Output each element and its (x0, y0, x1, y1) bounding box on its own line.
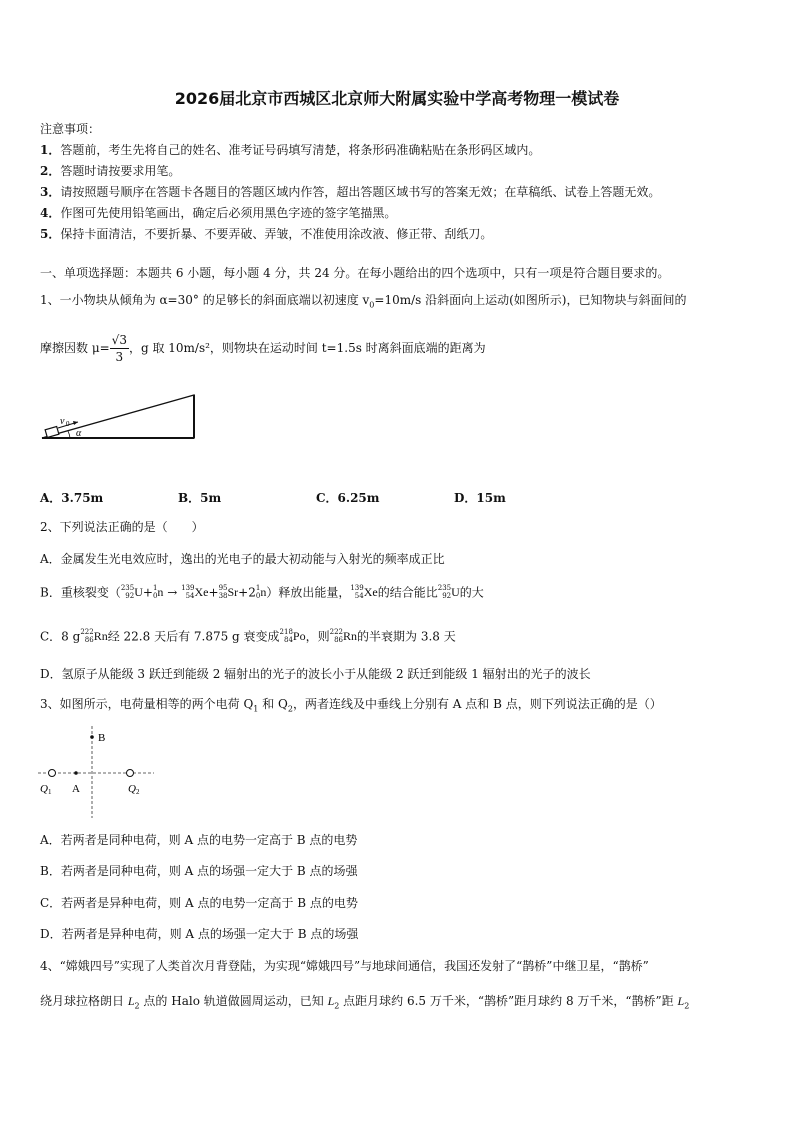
q2-stem: 2、下列说法正确的是（ ） (40, 520, 204, 534)
v0-label: v (60, 416, 65, 427)
notice-heading: 注意事项： (40, 122, 101, 136)
point-b-label: B (98, 732, 106, 744)
point-a-label: A (72, 783, 80, 795)
q3-option-a: A．若两者是同种电荷，则 A 点的电势一定高于 B 点的电势 (40, 833, 358, 847)
q1-option-d: D．15m (454, 491, 506, 505)
v0-sub-label: 0 (66, 420, 70, 428)
q1-option-b: B．5m (178, 491, 222, 505)
q1-option-a: A．3.75m (40, 491, 104, 505)
notice-item-2: 2．答题时请按要求用笔。 (40, 164, 181, 178)
q1-label: Q (40, 783, 48, 795)
q4-line1: 4、“嫦娥四号”实现了人类首次月背登陆，为实现“嫦娥四号”与地球间通信，我国还发射了“鹊桥”中继卫星，“鹊桥” (40, 959, 649, 973)
nuclide-n1: 1 0 n (152, 584, 164, 600)
notice-item-4: 4．作图可先使用铅笔画出，确定后必须用黑色字迹的签字笔描黑。 (40, 206, 397, 220)
nuclide-u235-b: 235 92 U (437, 584, 460, 600)
q2-sub-label: 2 (136, 788, 140, 796)
q1-sub-label: 1 (48, 788, 52, 796)
nuclide-xe139-b: 139 54 Xe (350, 584, 378, 600)
charges-figure (36, 722, 166, 822)
mu-fraction: $\frac{√3}{3}$ (111, 333, 127, 364)
notice-item-5: 5．保持卡面清洁，不要折暴、不要弄破、弄皱，不准使用涂改液、修正带、刮纸刀。 (40, 227, 493, 241)
nuclide-rn222-b: 222 86 Rn (329, 628, 358, 644)
q3-option-d: D．若两者是异种电荷，则 A 点的场强一定大于 B 点的场强 (40, 927, 359, 941)
nuclide-rn222: 222 86 Rn (80, 628, 108, 644)
notice-item-1: 1．答题前，考生先将自己的姓名、准考证号码填写清楚，将条形码准确粘贴在条形码区域内。 (40, 143, 541, 157)
q1-line2: 摩擦因数 μ= $\frac{√3}{3}$ ，g 取 10m/s²，则物块在运动时间 t=1.5s 时离斜面底端的距离为 (40, 333, 486, 364)
q2-option-b: B．重核裂变（ 235 92 U+ 1 0 n → 139 54 Xe+ 95 38 Sr+2 1 0 n）释放出能量， 139 54 Xe的结合能比 235 92 U的大 (40, 584, 484, 600)
section-heading: 一、单项选择题：本题共 6 小题，每小题 4 分，共 24 分。在每小题给出的四个选项中，只有一项是符合题目要求的。 (40, 266, 670, 280)
page-title: 2026届北京市西城区北京师大附属实验中学高考物理一模试卷 (174, 89, 620, 108)
q2-option-d: D．氢原子从能级 3 跃迁到能级 2 辐射出的光子的波长小于从能级 2 跃迁到能级 1 辐射出的光子的波长 (40, 667, 591, 681)
nuclide-u235: 235 92 U (120, 584, 143, 600)
q3-stem: 3、如图所示，电荷量相等的两个电荷 $Q_1$ 和 $Q_2$，两者连线及中垂线上分别有 A 点和 B 点，则下列说法正确的是（） (40, 697, 662, 714)
nuclide-n1-product: 1 0 n (255, 584, 267, 600)
q3-option-c: C．若两者是异种电荷，则 A 点的电势一定高于 B 点的电势 (40, 896, 358, 910)
q1-option-c: C．6.25m (316, 491, 380, 505)
incline-figure (38, 390, 198, 446)
nuclide-xe139: 139 54 Xe (181, 584, 209, 600)
nuclide-sr95: 95 38 Sr (218, 584, 239, 600)
alpha-label: α (76, 428, 82, 439)
q2-label: Q (128, 783, 136, 795)
notice-item-3: 3．请按照题号顺序在答题卡各题目的答题区域内作答，超出答题区域书写的答案无效；在草稿纸、试卷上答题无效。 (40, 185, 661, 199)
q4-line2: 绕月球拉格朗日 $L_2$ 点的 Halo 轨道做圆周运动，已知 $L_2$ 点距月球约 6.5 万千米，“鹊桥”距月球约 8 万千米，“鹊桥”距 $L_2$ (40, 994, 690, 1011)
q2-option-a: A．金属发生光电效应时，逸出的光电子的最大初动能与入射光的频率成正比 (40, 552, 445, 566)
q2-option-c: C．8 g 222 86 Rn经 22.8 天后有 7.875 g 衰变成 218 84 Po，则 222 86 Rn的半衰期为 3.8 天 (40, 628, 456, 644)
q1-line1: 1、一小物块从倾角为 α=30° 的足够长的斜面底端以初速度 $v_0=10m/s$ 沿斜面向上运动(如图所示)，已知物块与斜面间的 (40, 293, 687, 310)
nuclide-po218: 218 84 Po (279, 628, 306, 644)
q3-option-b: B．若两者是同种电荷，则 A 点的场强一定大于 B 点的场强 (40, 864, 358, 878)
